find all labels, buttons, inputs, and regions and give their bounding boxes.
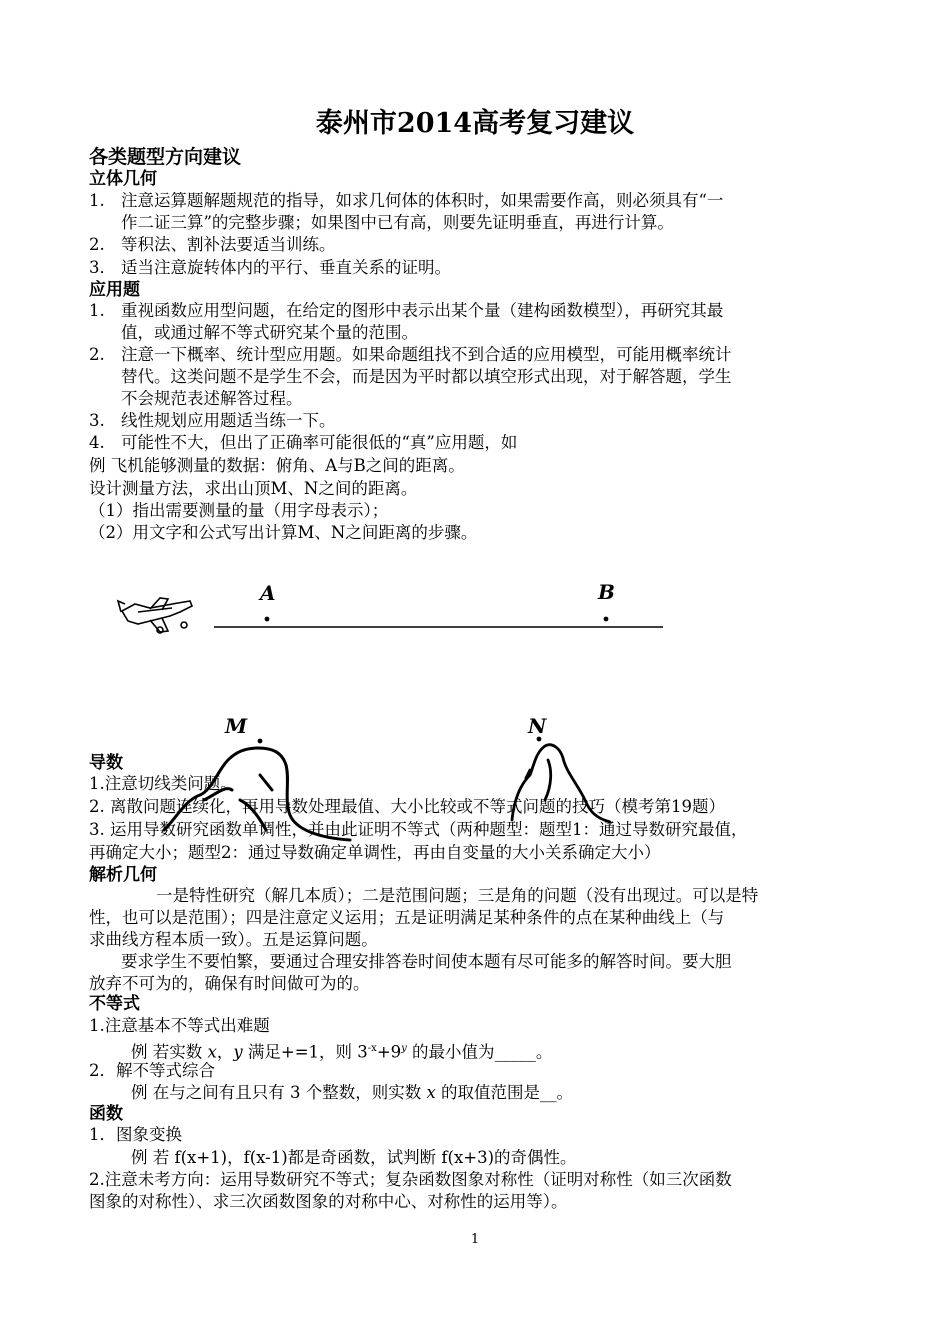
analytic-line-4: 要求学生不要怕繁，要通过合理安排答卷时间使本题有尽可能多的解答时间。要大胆 — [121, 952, 732, 971]
derivative-line-3: 3. 运用导数研究函数单调性，并由此证明不等式（两种题型：题型1：通过导数研究最值， — [89, 820, 748, 839]
label-m: M — [225, 714, 248, 738]
inequality-example-2: 例 在与之间有且只有 3 个整数，则实数 x 的取值范围是__。 — [131, 1083, 574, 1102]
function-line-2: 2.注意未考方向：运用导数研究不等式；复杂函数图象对称性（证明对称性（如三次函数 — [89, 1170, 732, 1189]
function-example: 例 若 f(x+1)，f(x-1)都是奇函数，试判断 f(x+3)的奇偶性。 — [131, 1148, 577, 1167]
applied-question-1: （1）指出需要测量的量（用字母表示）； — [89, 501, 389, 520]
applied-item-2: 2. 注意一下概率、统计型应用题。如果命题组找不到合适的应用模型，可能用概率统计 — [89, 345, 732, 364]
page-number: 1 — [470, 1232, 480, 1247]
applied-item-3: 3. 线性规划应用题适当练一下。 — [89, 411, 336, 430]
analytic-line-2: 性，也可以是范围）；四是注意定义运用；五是证明满足某种条件的点在某种曲线上（与 — [89, 908, 725, 927]
inequality-line-1: 1.注意基本不等式出难题 — [89, 1016, 270, 1035]
solid-item-2: 2. 等积法、割补法要适当训练。 — [89, 235, 336, 254]
airplane-icon — [118, 598, 192, 633]
derivative-line-1: 1.注意切线类问题。 — [89, 774, 237, 793]
function-line-3: 图象的对称性）、求三次函数图象的对称中心、对称性的运用等）。 — [89, 1192, 568, 1211]
applied-item-2-cont: 替代。这类问题不是学生不会，而是因为平时都以填空形式出现，对于解答题，学生 — [121, 367, 732, 386]
label-b: B — [598, 580, 615, 604]
solid-item-1-cont: 作二证三算”的完整步骤；如果图中已有高，则要先证明垂直，再进行计算。 — [121, 213, 674, 232]
derivative-line-2: 2. 离散问题连续化，再用导数处理最值、大小比较或不等式问题的技巧（模考第19题） — [89, 797, 725, 816]
heading-analytic: 解析几何 — [89, 865, 157, 885]
heading-solid-geometry: 立体几何 — [89, 169, 157, 189]
analytic-line-3: 求曲线方程本质一致）。五是运算问题。 — [89, 930, 378, 949]
label-n: N — [528, 714, 547, 738]
analytic-line-1: 一是特性研究（解几本质）；二是范围问题；三是角的问题（没有出现过。可以是特 — [156, 886, 759, 905]
applied-item-1: 1. 重视函数应用型问题，在给定的图形中表示出某个量（建构函数模型），再研究其最 — [89, 301, 724, 320]
point-b — [604, 617, 609, 622]
solid-item-3: 3． 适当注意旋转体内的平行、垂直关系的证明。 — [89, 258, 451, 277]
analytic-line-5: 放弃不可为的，确保有时间做可为的。 — [89, 974, 370, 993]
applied-item-1-cont: 值，或通过解不等式研究某个量的范围。 — [121, 323, 418, 342]
applied-example-2: 设计测量方法，求出山顶M、N之间的距离。 — [89, 479, 418, 498]
derivative-line-4: 再确定大小；题型2：通过导数确定单调性，再由自变量的大小关系确定大小） — [89, 843, 661, 862]
point-a — [265, 617, 270, 622]
applied-item-4: 4. 可能性不大，但出了正确率可能很低的“真”应用题，如 — [89, 433, 518, 452]
heading-derivative: 导数 — [89, 753, 123, 773]
point-m — [258, 739, 263, 744]
page-title: 泰州市2014高考复习建议 — [315, 108, 635, 139]
applied-item-2-cont2: 不会规范表述解答过程。 — [121, 389, 303, 408]
heading-inequality: 不等式 — [89, 994, 140, 1014]
applied-example-1: 例 飞机能够测量的数据：俯角、A与B之间的距离。 — [89, 456, 465, 475]
applied-question-2: （2）用文字和公式写出计算M、N之间距离的步骤。 — [89, 523, 478, 542]
label-a: A — [260, 581, 276, 605]
heading-function: 函数 — [89, 1104, 123, 1124]
solid-item-1: 1. 注意运算题解题规范的指导，如求几何体的体积时，如果需要作高，则必须具有“一 — [89, 191, 724, 210]
section-heading-main: 各类题型方向建议 — [89, 146, 242, 168]
inequality-line-2: 2．解不等式综合 — [89, 1061, 215, 1080]
function-line-1: 1．图象变换 — [89, 1125, 182, 1144]
heading-applied: 应用题 — [89, 280, 140, 300]
inequality-example-1: 例 若实数 x，y 满足+=1，则 $3^{-x}+9^y$ 的最小值为_____。 — [131, 1042, 553, 1062]
